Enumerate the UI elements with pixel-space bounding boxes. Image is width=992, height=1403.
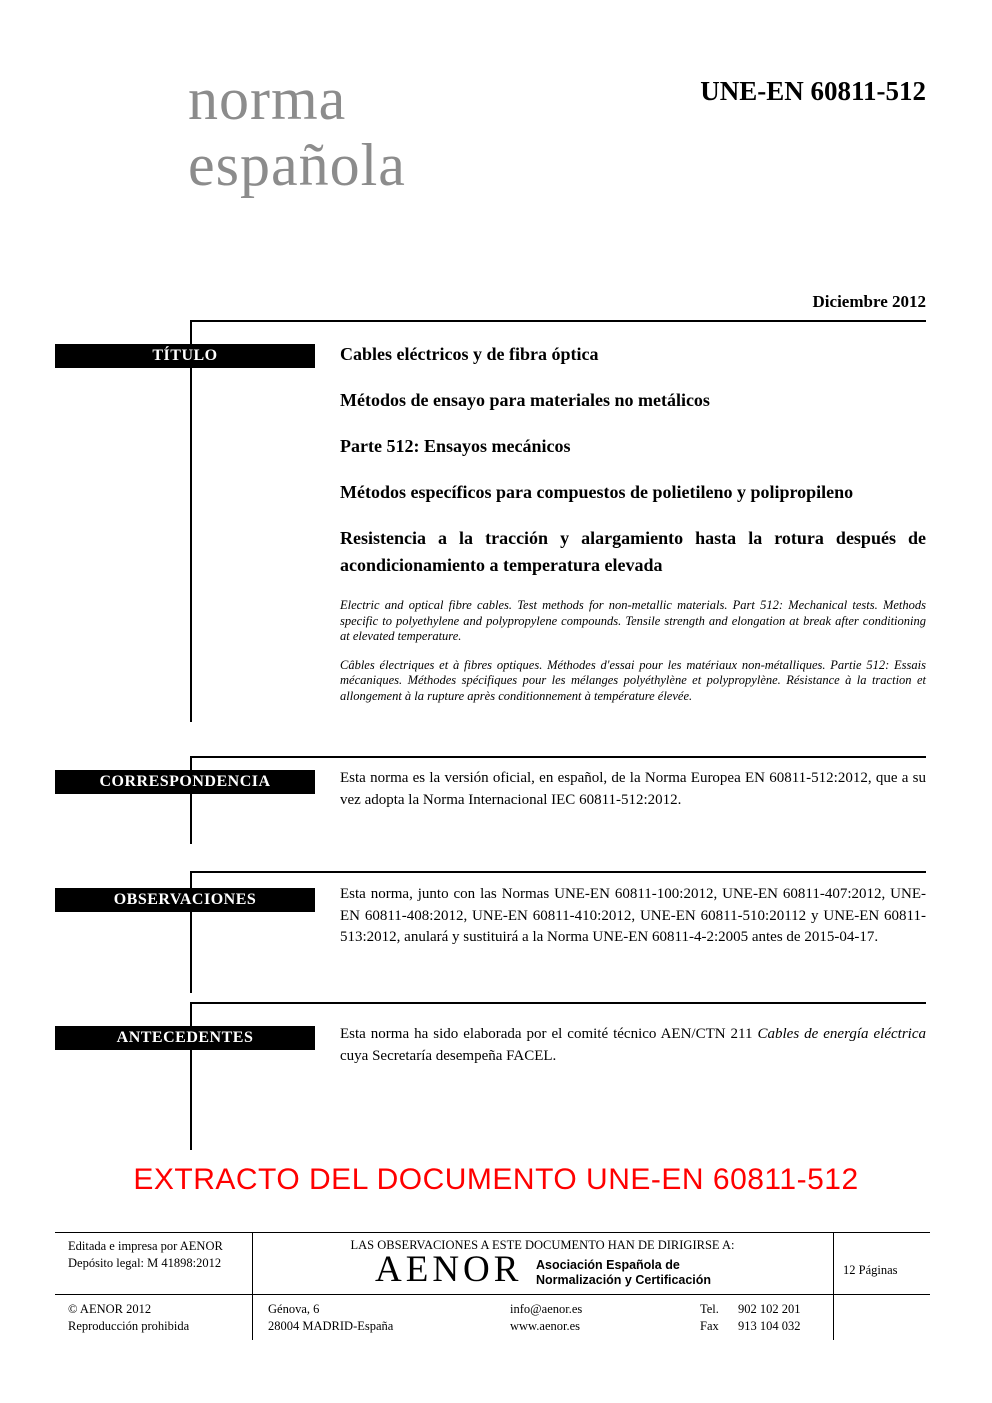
antecedentes-italic: Cables de energía eléctrica [757,1026,926,1042]
aenor-logo: AENOR [375,1249,523,1290]
extracto-text: EXTRACTO DEL DOCUMENTO UNE-EN 60811-512 [133,1163,859,1196]
antecedentes-prefix: Esta norma ha sido elaborada por el comité técnico AEN/CTN 211 [340,1026,758,1042]
aenor-subtitle-line2: Normalización y Certificación [536,1273,712,1287]
footer-fax-number: 913 104 032 [738,1319,801,1333]
footer-address-line1: Génova, 6 [268,1302,320,1316]
titulo-french: Câbles électriques et à fibres optiques. Méthodes d'essai pour les matériaux non-métalliques. Partie 512: Essais mécaniques. Méthodes spécifiques pour les mélanges polyéthylène et polypropylène. Résistance à la traction et allongement à la rupture après conditionnement à température élevée. [340,657,926,703]
antecedentes-text [340,1024,926,1067]
footer-phone [700,1301,801,1335]
rule-observaciones-top [190,871,926,873]
footer-contact-web [510,1301,582,1335]
footer-tel-number: 902 102 201 [738,1302,801,1316]
footer-rule-middle [55,1294,930,1295]
titulo-line-3: Parte 512: Ensayos mecánicos [340,436,571,456]
brand-logo [188,66,406,198]
rule-antecedentes-top [190,1002,926,1004]
footer-page-count: 12 Páginas [843,1263,898,1277]
footer-edited [68,1238,223,1272]
footer-fax-row [700,1318,801,1335]
titulo-english: Electric and optical fibre cables. Test methods for non-metallic materials. Part 512: Mechanical tests. Methods specific to polyethylene and polypropylene compounds. Tensile strength and elongation at break after conditioning at elevated temperature. [340,598,926,643]
footer-tel-label: Tel. [700,1302,719,1316]
doc-date: Diciembre 2012 [812,292,926,311]
rule-titulo-top [190,320,926,322]
rule-titulo-left [190,320,192,722]
titulo-line-2: Métodos de ensayo para materiales no metálicos [340,390,710,410]
rule-correspondencia-top [190,756,926,758]
correspondencia-text: Esta norma es la versión oficial, en español, de la Norma Europea EN 60811-512:2012, que a su vez adopta la Norma Internacional IEC 60811-512:2012. [340,770,926,808]
footer-fax-label: Fax [700,1319,719,1333]
footer-web: www.aenor.es [510,1319,581,1333]
aenor-subtitle-line1: Asociación Española de [536,1258,680,1272]
footer-edited-line2: Depósito legal: M 41898:2012 [68,1256,222,1270]
footer-edited-line1: Editada e impresa por AENOR [68,1239,223,1253]
brand-line-2: española [188,132,406,198]
aenor-subtitle [536,1258,711,1288]
titulo-content [340,341,926,704]
footer-copyright-line2: Reproducción prohibida [68,1319,190,1333]
footer-copyright [68,1301,189,1335]
doc-number: UNE-EN 60811-512 [700,76,926,106]
footer-email: info@aenor.es [510,1302,583,1316]
section-label-correspondencia: CORRESPONDENCIA [55,770,315,794]
section-label-observaciones: OBSERVACIONES [55,888,315,912]
footer-address-line2: 28004 MADRID-España [268,1319,394,1333]
footer-address [268,1301,393,1335]
footer-rule-top [55,1232,930,1233]
footer-tel-row [700,1301,801,1318]
section-label-titulo: TÍTULO [55,344,315,368]
footer-divider-right [833,1232,834,1340]
brand-line-1: norma [188,66,347,132]
observaciones-text: Esta norma, junto con las Normas UNE-EN 60811-100:2012, UNE-EN 60811-407:2012, UNE-EN 60811-408:2012, UNE-EN 60811-410:2012, UNE-EN 60811-510:20112 y UNE-EN 60811-513:2012, anulará y sustituirá a la Norma UNE-EN 60811-4-2:2005 antes de 2015-04-17. [340,886,926,945]
observaciones-content [340,884,926,949]
section-label-antecedentes: ANTECEDENTES [55,1026,315,1050]
antecedentes-content [340,1024,926,1067]
titulo-line-1: Cables eléctricos y de fibra óptica [340,344,599,364]
rule-antecedentes-left [190,1002,192,1150]
antecedentes-suffix: cuya Secretaría desempeña FACEL. [340,1047,557,1064]
footer-observations-notice: LAS OBSERVACIONES A ESTE DOCUMENTO HAN DE DIRIGIRSE A: [350,1238,735,1252]
correspondencia-content [340,768,926,811]
titulo-line-4: Métodos específicos para compuestos de polietileno y polipropileno [340,482,854,502]
footer-copyright-line1: © AENOR 2012 [68,1302,152,1316]
titulo-line-5: Resistencia a la tracción y alargamiento hasta la rotura después de acondicionamiento a temperatura elevada [340,528,926,575]
